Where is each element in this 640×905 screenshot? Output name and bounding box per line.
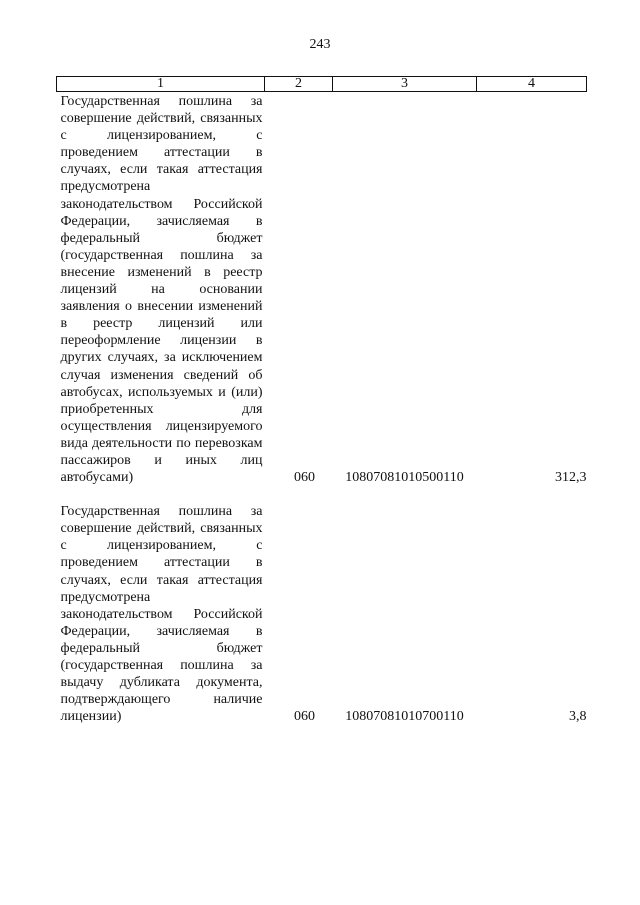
row-description: Государственная пошлина за совершение действий, связанных с лицензированием, с проведением аттестации в случаях, если такая аттестация предусмотрена законодательством Российской Федерации, зачисляемая в федеральный бюджет (государственная пошлина за внесение изменений в реестр лицензий на основании заявления о внесении изменений в реестр лицензий или переоформление лицензии в других случаях, за исключением случая изменения сведений об автобусах, используемых и (или) приобретенных для осуществления лицензируемого вида деятельности по перевозкам пассажиров и иных лиц автобусами) bbox=[60, 94, 263, 486]
page-number: 243 bbox=[309, 37, 331, 52]
column-header-2: 2 bbox=[265, 77, 333, 92]
column-header-4: 4 bbox=[477, 77, 587, 92]
row-budget-code: 10807081010700110 bbox=[345, 709, 464, 725]
row-admin-code: 060 bbox=[294, 470, 315, 486]
row-amount: 3,8 bbox=[569, 709, 587, 725]
budget-table bbox=[56, 76, 587, 725]
table-row bbox=[57, 92, 587, 487]
table-header-row bbox=[57, 77, 587, 92]
column-header-1: 1 bbox=[57, 77, 265, 92]
table-row bbox=[57, 486, 587, 725]
row-admin-code: 060 bbox=[294, 709, 315, 725]
row-budget-code: 10807081010500110 bbox=[345, 470, 464, 486]
row-amount: 312,3 bbox=[555, 470, 587, 486]
column-header-3: 3 bbox=[333, 77, 477, 92]
row-description: Государственная пошлина за совершение действий, связанных с лицензированием, с проведением аттестации в случаях, если такая аттестация предусмотрена законодательством Российской Федерации, зачисляемая в федеральный бюджет (государственная пошлина за выдачу дубликата документа, подтверждающего наличие лицензии) bbox=[60, 504, 263, 725]
